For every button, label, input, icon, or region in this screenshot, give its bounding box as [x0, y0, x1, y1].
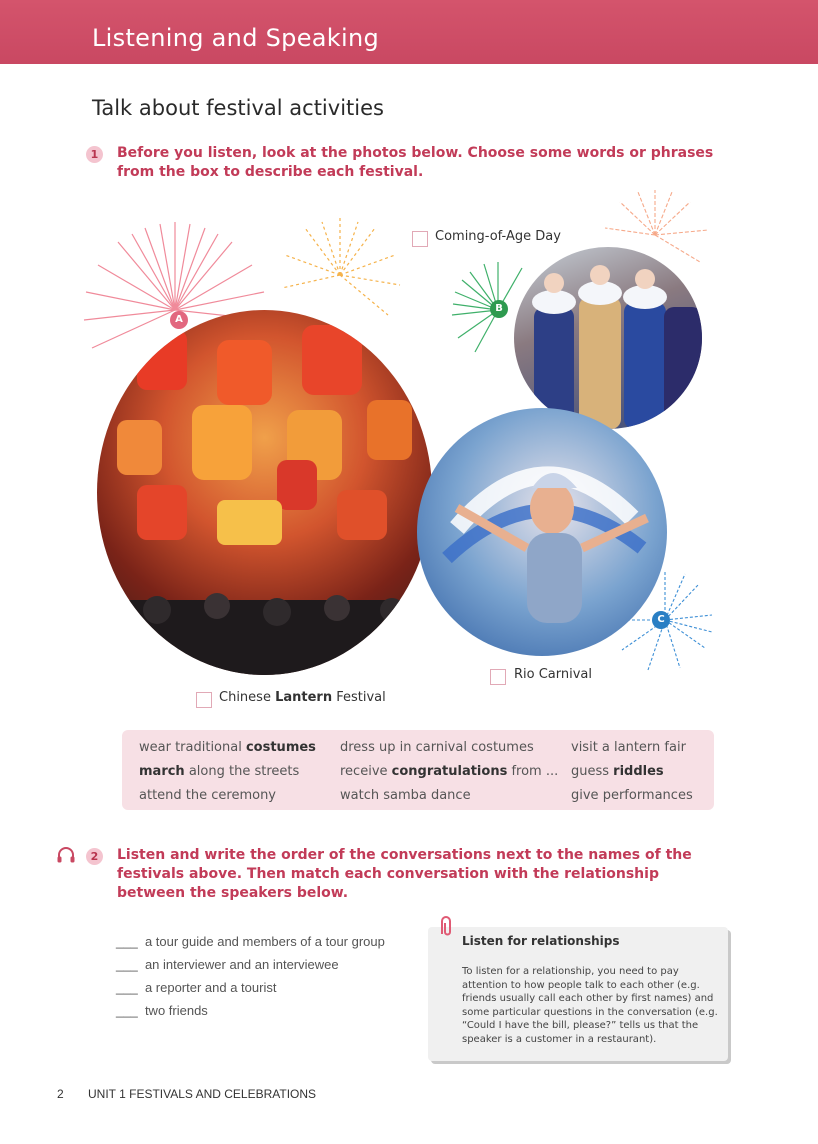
word-item: march along the streets — [139, 764, 300, 779]
relationship-item: ___ a tour guide and members of a tour group — [116, 934, 385, 949]
word-item: watch samba dance — [340, 788, 471, 803]
word-item: guess riddles — [571, 764, 664, 779]
photo-c-badge: C — [652, 611, 670, 629]
firework-orange-icon — [282, 218, 400, 315]
answer-box-lantern-festival[interactable] — [196, 692, 212, 708]
photo-a-badge: A — [170, 311, 188, 329]
answer-box-coming-of-age[interactable] — [412, 231, 428, 247]
page-number: 2 — [57, 1087, 64, 1101]
photo-rio-carnival — [417, 408, 667, 656]
kimono-illustration — [514, 247, 702, 429]
task-2-instruction: Listen and write the order of the conversations next to the names of the festivals above. Then match each conversation with the relationship between the speakers below. — [117, 847, 692, 901]
task-1-number: 1 — [86, 146, 103, 163]
section-title: Talk about festival activities — [92, 96, 384, 120]
answer-blank[interactable]: ___ — [116, 980, 138, 995]
relationship-item: ___ a reporter and a tourist — [116, 980, 277, 995]
label-rio-carnival: Rio Carnival — [514, 667, 593, 682]
lantern-illustration — [97, 310, 432, 675]
photo-coming-of-age-day — [514, 247, 702, 429]
unit-title: UNIT 1 FESTIVALS AND CELEBRATIONS — [88, 1087, 317, 1101]
word-item: attend the ceremony — [139, 788, 277, 803]
photo-lantern-festival — [97, 310, 432, 675]
label-lantern-festival: Chinese Lantern Festival — [219, 690, 386, 705]
header-title: Listening and Speaking — [92, 24, 380, 52]
firework-green-icon — [452, 262, 522, 352]
headphones-icon[interactable] — [56, 846, 76, 864]
answer-box-rio-carnival[interactable] — [490, 669, 506, 685]
task-2-number: 2 — [86, 848, 103, 865]
answer-blank[interactable]: ___ — [116, 934, 138, 949]
task-1-instruction: Before you listen, look at the photos below. Choose some words or phrases from the box to describe each festival. — [117, 145, 714, 180]
word-item: receive congratulations from ... — [340, 764, 559, 779]
tip-body: To listen for a relationship, you need to pay attention to how people talk to each other (e.g. friends usually call each other by first names) and some particular questions in the conversation (e.g. “Could I have the bill, please?” tells us that the speaker is a customer in a restaurant). — [462, 966, 718, 1045]
paperclip-icon — [436, 914, 456, 940]
word-item: give performances — [571, 788, 693, 803]
answer-blank[interactable]: ___ — [116, 1003, 138, 1018]
word-item: wear traditional costumes — [139, 740, 316, 755]
tip-title: Listen for relationships — [462, 934, 620, 948]
carnival-illustration — [417, 408, 667, 656]
word-item: dress up in carnival costumes — [340, 740, 534, 755]
relationship-item: ___ an interviewer and an interviewee — [116, 957, 339, 972]
relationship-item: ___ two friends — [116, 1003, 208, 1018]
answer-blank[interactable]: ___ — [116, 957, 138, 972]
word-item: visit a lantern fair — [571, 740, 686, 755]
label-coming-of-age-day: Coming-of-Age Day — [435, 229, 561, 244]
photo-b-badge: B — [490, 300, 508, 318]
